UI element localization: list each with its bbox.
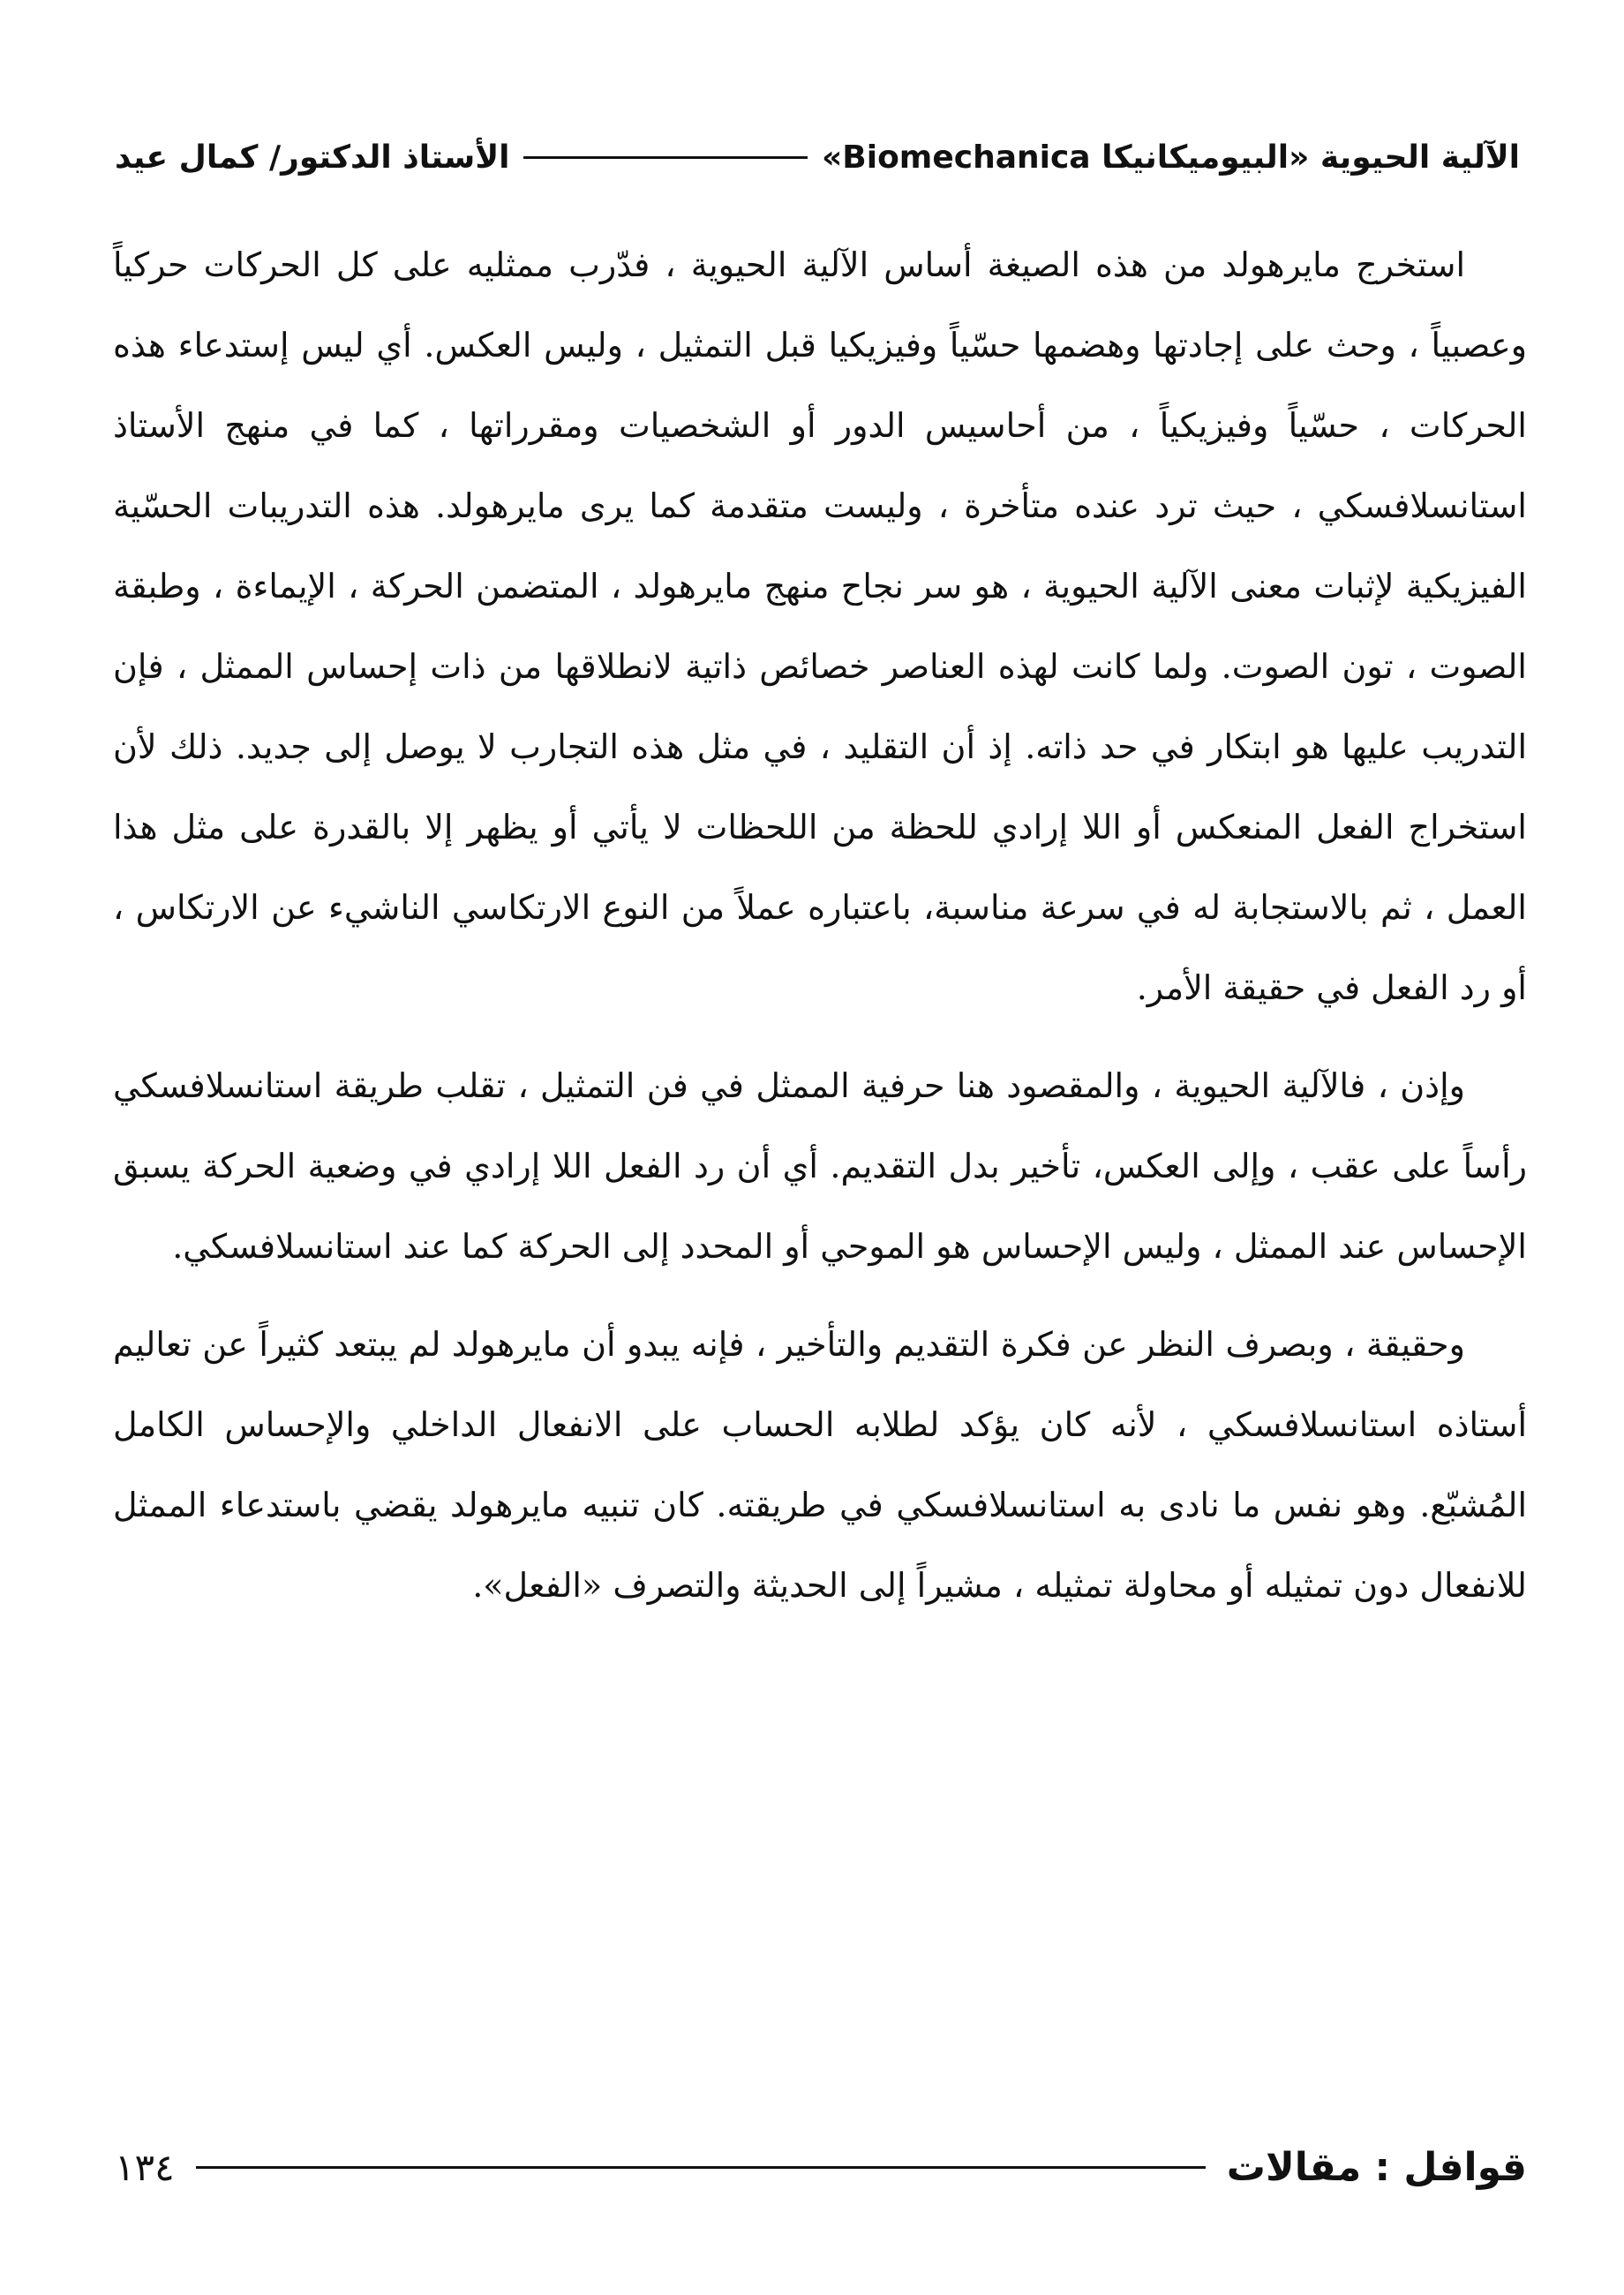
header-rule [523,156,808,159]
footer-rule [196,2166,1206,2169]
paragraph-2: وإذن ، فالآلية الحيوية ، والمقصود هنا حرفية الممثل في فن التمثيل ، تقلب طريقة استانسلافسكي رأساً على عقب ، وإلى العكس، تأخير بدل التقديم. أي أن رد الفعل اللا إرادي في وضعية الحركة يسبق الإحساس عند الممثل ، وليس الإحساس هو الموحي أو المحدد إلى الحركة كما عند استانسلافسكي. [113,1066,1527,1266]
book-title: الآلية الحيوية «البيوميكانيكا Biomechanica» [822,139,1520,176]
body-text [113,225,1527,1644]
paragraph-3: وحقيقة ، وبصرف النظر عن فكرة التقديم والتأخير ، فإنه يبدو أن مايرهولد لم يبتعد كثيراً عن تعاليم أستاذه استانسلافسكي ، لأنه كان يؤكد لطلابه الحساب على الانفعال الداخلي والإحساس الكامل المُشبّع. وهو نفس ما نادى به استانسلافسكي في طريقته. كان تنبيه مايرهولد يقضي باستدعاء الممثل للانفعال دون تمثيله أو محاولة تمثيله ، مشيراً إلى الحديثة والتصرف «الفعل». [113,1325,1527,1605]
author-name: الأستاذ الدكتور/ كمال عيد [115,139,510,176]
journal-name: قوافل : مقالات [1226,2144,1527,2190]
paragraph-1: استخرج مايرهولد من هذه الصيغة أساس الآلية الحيوية ، فدّرب ممثليه على كل الحركات حركياً وعصبياً ، وحث على إجادتها وهضمها حسّياً وفيزيكيا قبل التمثيل ، وليس العكس. أي ليس إستدعاء هذه الحركات ، حسّياً وفيزيكياً ، من أحاسيس الدور أو الشخصيات ومقرراتها ، كما في منهج الأستاذ استانسلافسكي ، حيث ترد عنده متأخرة ، وليست متقدمة كما يرى مايرهولد. هذه التدريبات الحسّية الفيزيكية لإثبات معنى الآلية الحيوية ، هو سر نجاح منهج مايرهولد ، المتضمن الحركة ، الإيماءة ، وطبقة الصوت ، تون الصوت. ولما كانت لهذه العناصر خصائص ذاتية لانطلاقها من ذات إحساس الممثل ، فإن التدريب عليها هو ابتكار في حد ذاته. إذ أن التقليد ، في مثل هذه التجارب لا يوصل إلى جديد. ذلك لأن استخراج الفعل المنعكس أو اللا إرادي للحظة من اللحظات لا يأتي أو يظهر إلا بالقدرة على مثل هذا العمل ، ثم بالاستجابة له في سرعة مناسبة، باعتباره عملاً من النوع الارتكاسي الناشيء عن الارتكاس ، أو رد الفعل في حقيقة الأمر. [113,245,1527,1007]
page-number: ١٣٤ [115,2145,175,2189]
running-header [115,131,1520,184]
page-footer [115,2136,1527,2198]
